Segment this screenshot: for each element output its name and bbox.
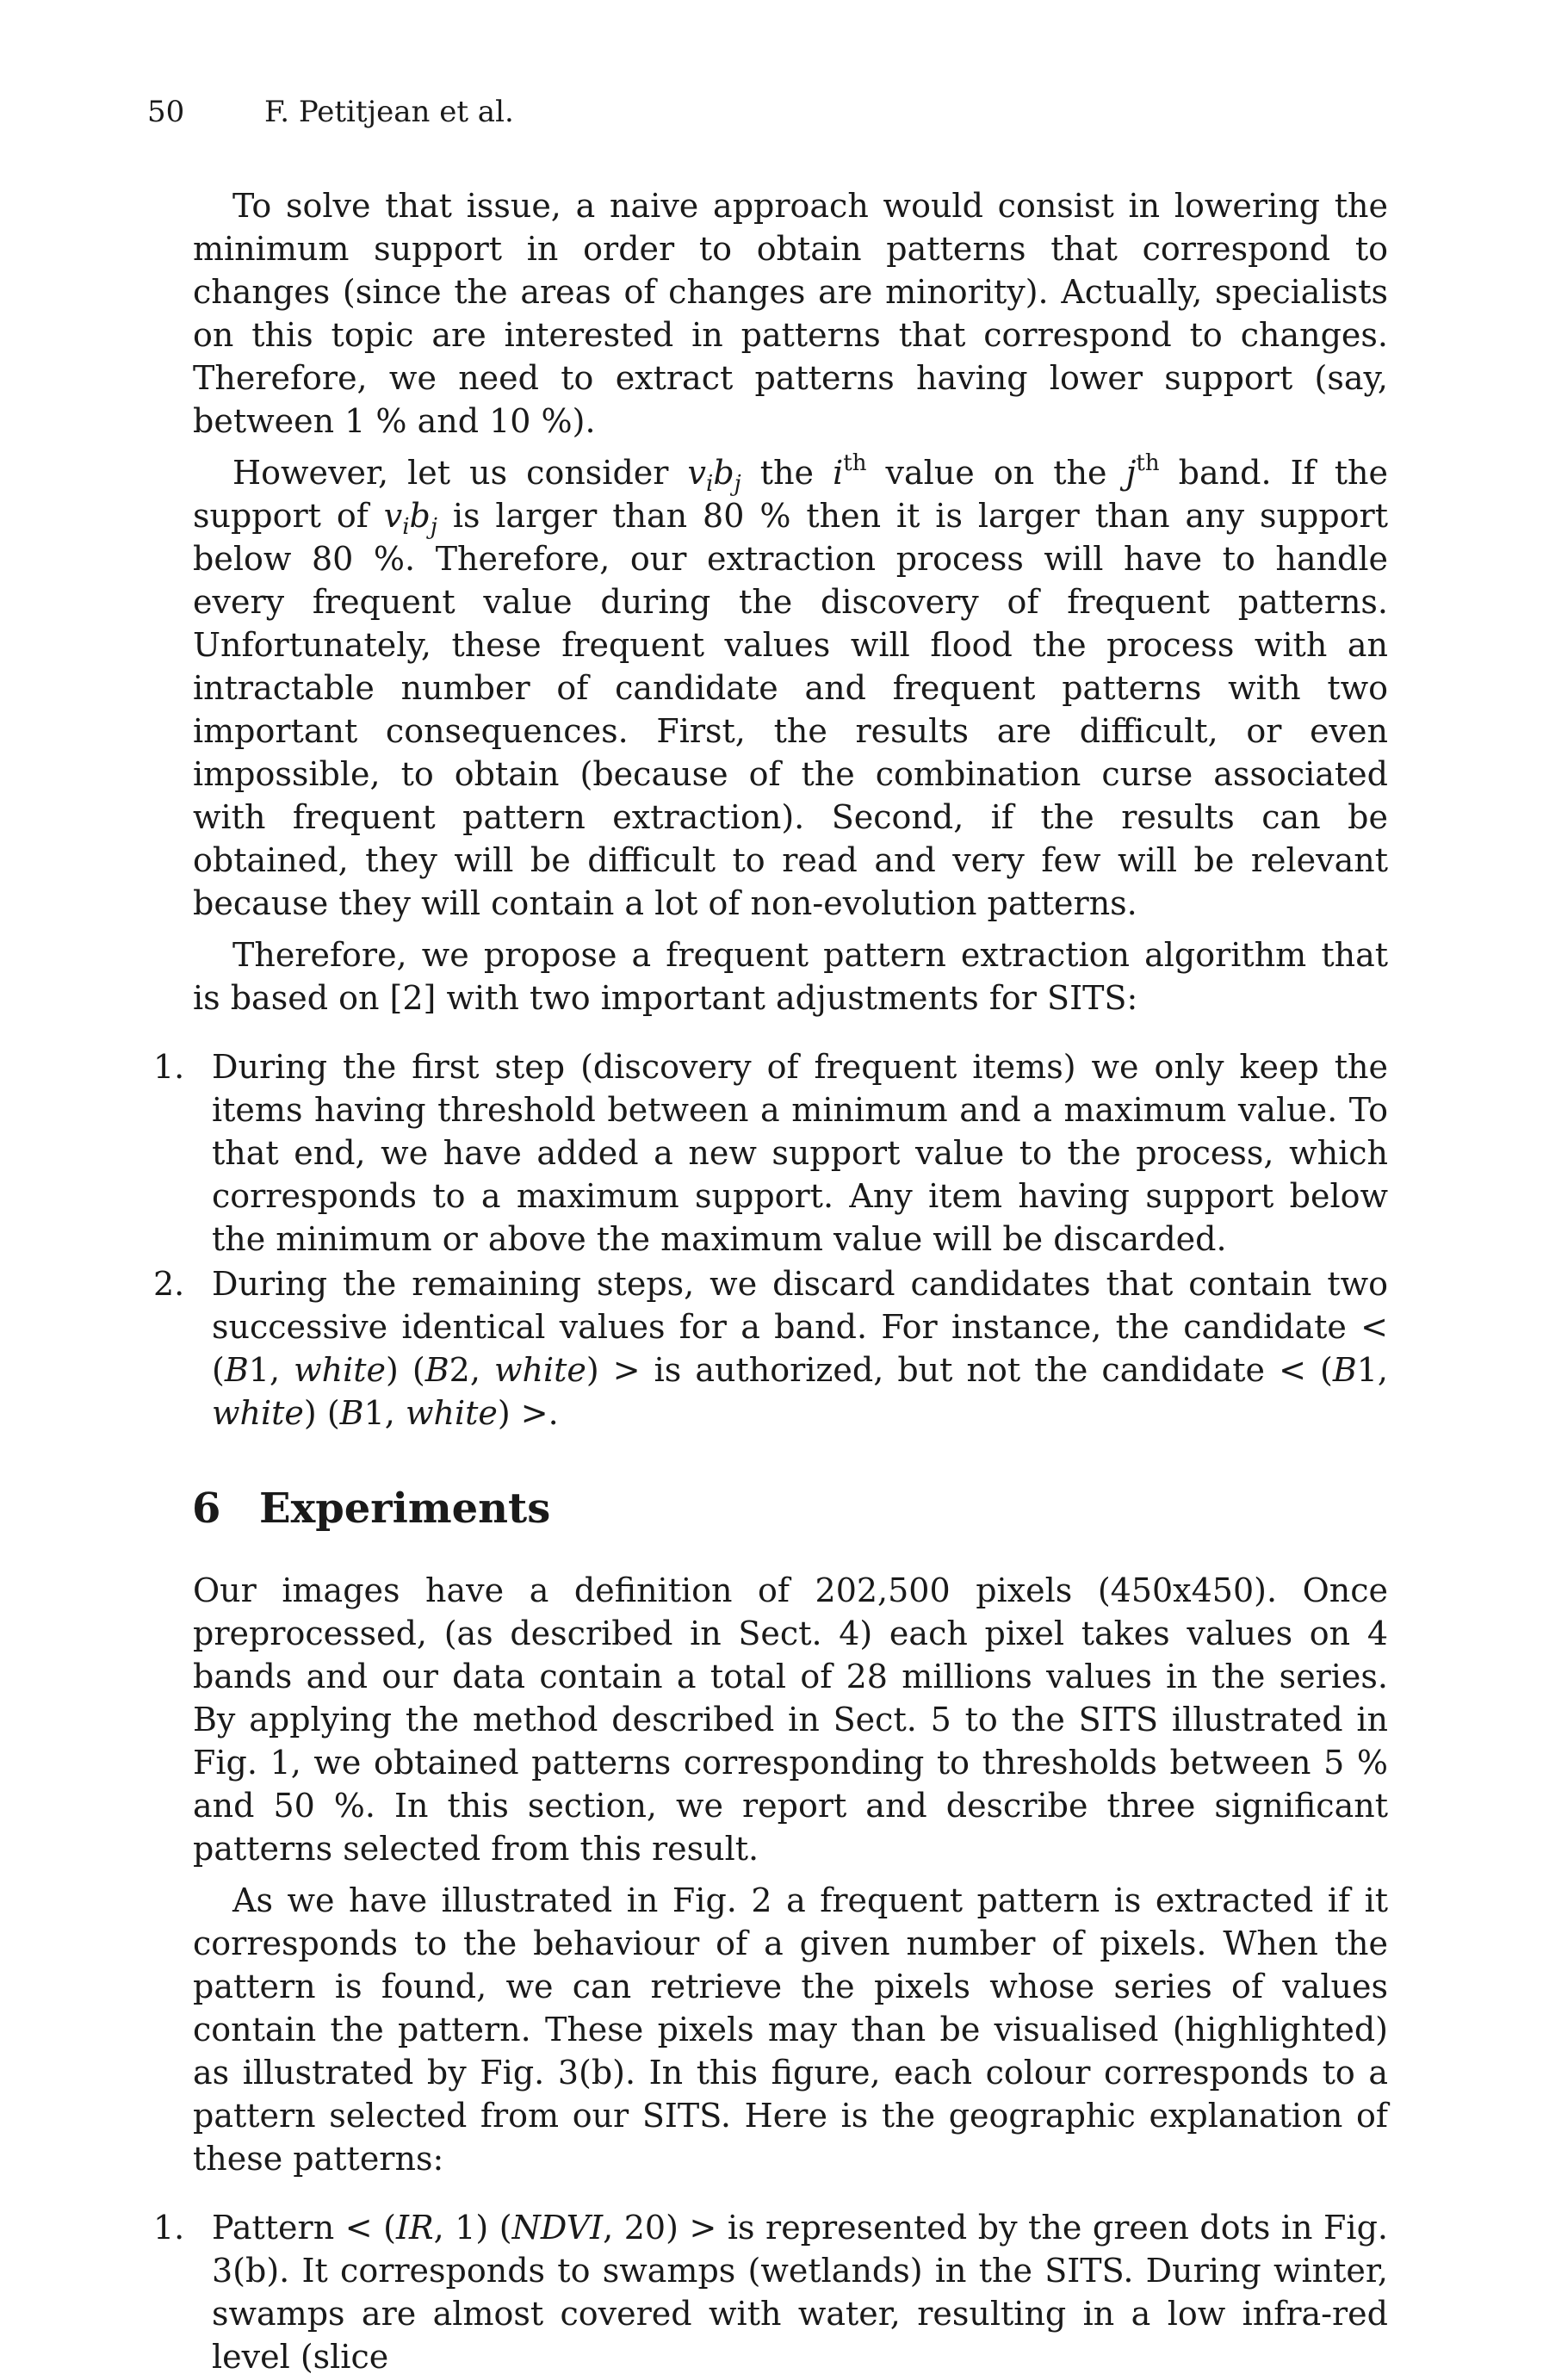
list-item: 1. Pattern < (IR, 1) (NDVI, 20) > is represented by the green dots in Fig. 3(b). It corresponds to swamps (wetlands) in the SITS. During winter, swamps are almost covered with water, resulting in a low infra-red level (slice (153, 2209, 1388, 2376)
patterns-list (153, 2206, 1388, 2378)
body-text (153, 184, 1389, 2380)
list-item: 2. During the remaining steps, we discard candidates that contain two successive identical values for a band. For instance, the candidate < (B1, white) (B2, white) > is authorized, but not the candidate < (B1, white) (B1, white) >. (153, 1265, 1389, 1432)
running-authors: F. Petitjean et al. (264, 95, 514, 129)
paragraph: However, let us consider $v_ib_j$ the $i^{th}$ value on the $j^{th}$ band. If the support of $v_ib_j$ is larger than 80 % then it is larger than any support below 80 %. Therefore, our extraction process will have to handle every frequent value during the discovery of frequent patterns. Unfortunately, these frequent values will flood the process with an intractable number of candidate and frequent patterns with two important consequences. First, the results are difficult, or even impossible, to obtain (because of the combination curse associated with frequent pattern extraction). Second, if the results can be obtained, they will be difficult to read and very few will be relevant because they will contain a lot of non-evolution patterns. (193, 450, 1389, 922)
adjustments-list (153, 1045, 1389, 1435)
paragraph: As we have illustrated in Fig. 2 a frequent pattern is extracted if it corresponds to the behaviour of a given number of pixels. When the pattern is found, we can retrieve the pixels whose series of values contain the pattern. These pixels may than be visualised (highlighted) as illustrated by Fig. 3(b). In this figure, each colour corresponds to a pattern selected from our SITS. Here is the geographic explanation of these patterns: (193, 1881, 1388, 2178)
running-header (147, 93, 514, 131)
paragraph: Our images have a definition of 202,500 pixels (450x450). Once preprocessed, (as described in Sect. 4) each pixel takes values on 4 bands and our data contain a total of 28 millions values in the series. By applying the method described in Sect. 5 to the SITS illustrated in Fig. 1, we obtained patterns corresponding to thresholds between 5 % and 50 %. In this section, we report and describe three significant patterns selected from this result. (193, 1571, 1388, 1868)
section-heading: 6 Experiments (192, 1484, 551, 1533)
page-number: 50 (147, 95, 185, 129)
paragraph: Therefore, we propose a frequent pattern extraction algorithm that is based on [2] with two important adjustments for SITS: (193, 936, 1388, 1017)
paragraph: To solve that issue, a naive approach would consist in lowering the minimum support in order to obtain patterns that correspond to changes (since the areas of changes are minority). Actually, specialists on this topic are interested in patterns that correspond to changes. Therefore, we need to extract patterns having lower support (say, between 1 % and 10 %). (193, 187, 1388, 440)
list-item: 1. During the first step (discovery of frequent items) we only keep the items having threshold between a minimum and a maximum value. To that end, we have added a new support value to the process, which corresponds to a maximum support. Any item having support below the minimum or above the maximum value will be discarded. (153, 1048, 1388, 1258)
